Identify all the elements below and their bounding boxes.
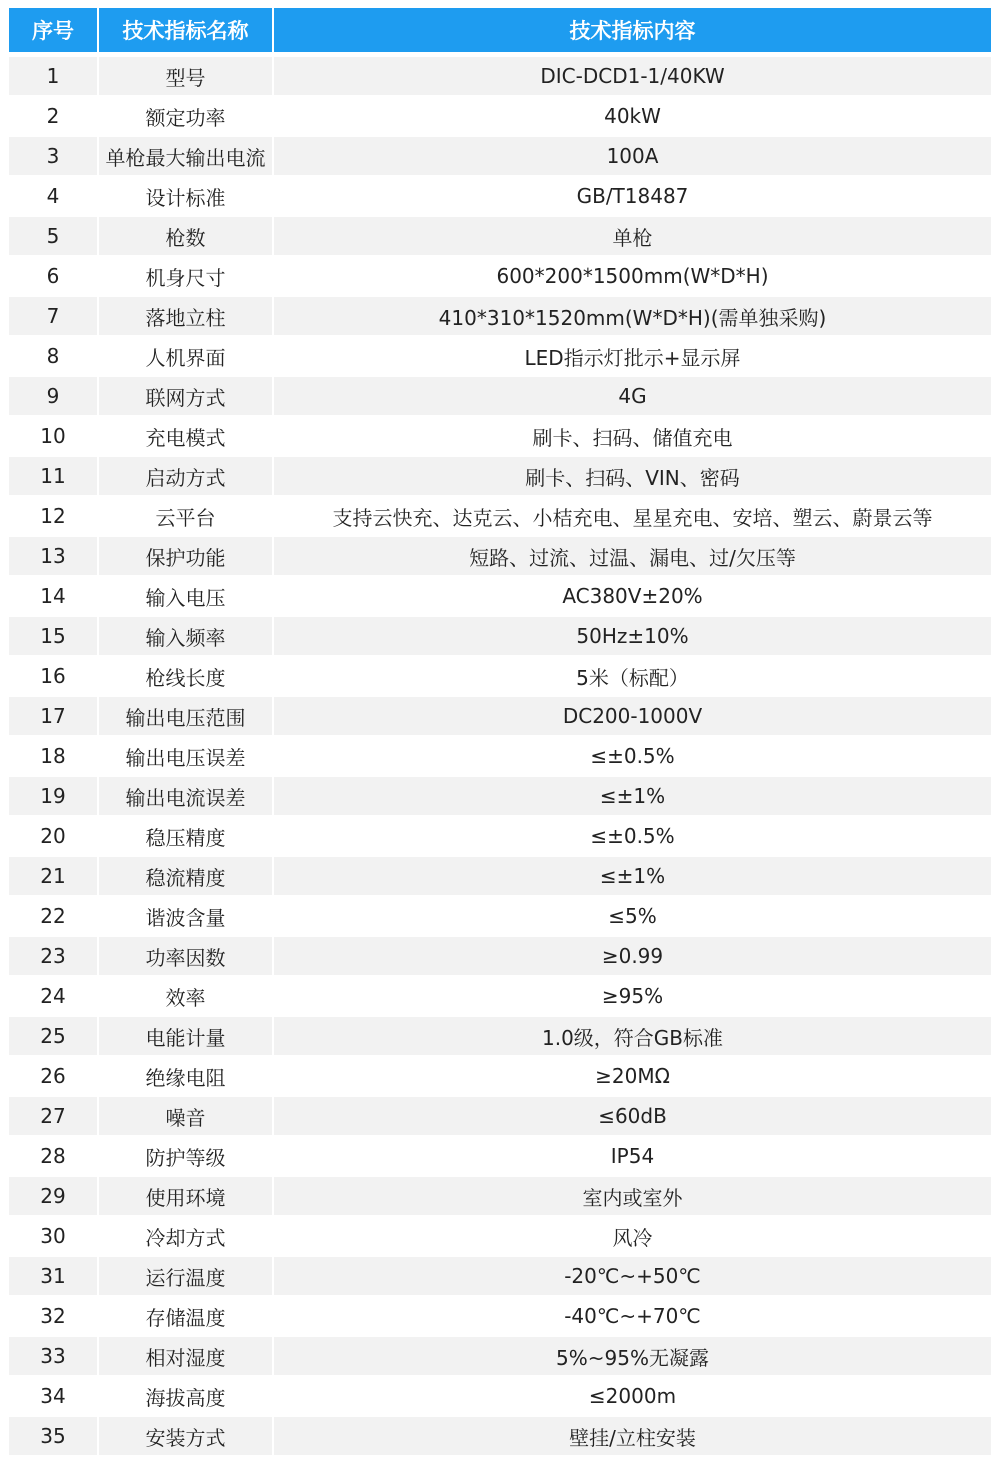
table-row xyxy=(9,1135,991,1175)
cell-index: 31 xyxy=(9,1255,99,1295)
cell-spec-content: DIC-DCD1-1/40KW xyxy=(274,52,991,95)
cell-index: 16 xyxy=(9,655,99,695)
cell-index: 33 xyxy=(9,1335,99,1375)
cell-index: 5 xyxy=(9,215,99,255)
table-row xyxy=(9,575,991,615)
table-row xyxy=(9,295,991,335)
cell-spec-content: 40kW xyxy=(274,95,991,135)
cell-spec-name: 输入频率 xyxy=(99,615,274,655)
cell-index: 8 xyxy=(9,335,99,375)
cell-spec-name: 输出电流误差 xyxy=(99,775,274,815)
cell-spec-name: 充电模式 xyxy=(99,415,274,455)
cell-spec-name: 防护等级 xyxy=(99,1135,274,1175)
cell-spec-content: 短路、过流、过温、漏电、过/欠压等 xyxy=(274,535,991,575)
table-row xyxy=(9,975,991,1015)
table-row xyxy=(9,52,991,95)
spec-table-header xyxy=(9,8,991,52)
table-row xyxy=(9,1415,991,1455)
cell-index: 35 xyxy=(9,1415,99,1455)
cell-spec-content: -40℃~+70℃ xyxy=(274,1295,991,1335)
cell-index: 14 xyxy=(9,575,99,615)
cell-spec-content: 室内或室外 xyxy=(274,1175,991,1215)
cell-spec-content: ≤60dB xyxy=(274,1095,991,1135)
cell-spec-content: 刷卡、扫码、VIN、密码 xyxy=(274,455,991,495)
cell-spec-content: LED指示灯批示+显示屏 xyxy=(274,335,991,375)
cell-spec-name: 输出电压误差 xyxy=(99,735,274,775)
cell-spec-content: 壁挂/立柱安装 xyxy=(274,1415,991,1455)
cell-spec-name: 稳压精度 xyxy=(99,815,274,855)
table-row xyxy=(9,655,991,695)
cell-index: 2 xyxy=(9,95,99,135)
cell-spec-name: 绝缘电阻 xyxy=(99,1055,274,1095)
table-row xyxy=(9,255,991,295)
cell-spec-name: 相对湿度 xyxy=(99,1335,274,1375)
cell-index: 9 xyxy=(9,375,99,415)
table-row xyxy=(9,735,991,775)
cell-spec-content: ≤±1% xyxy=(274,775,991,815)
cell-spec-content: AC380V±20% xyxy=(274,575,991,615)
table-row xyxy=(9,775,991,815)
cell-index: 22 xyxy=(9,895,99,935)
cell-spec-name: 电能计量 xyxy=(99,1015,274,1055)
cell-spec-name: 噪音 xyxy=(99,1095,274,1135)
cell-spec-name: 人机界面 xyxy=(99,335,274,375)
cell-spec-content: ≤5% xyxy=(274,895,991,935)
cell-spec-content: ≥0.99 xyxy=(274,935,991,975)
table-row xyxy=(9,1055,991,1095)
header-index: 序号 xyxy=(9,8,99,52)
cell-spec-name: 运行温度 xyxy=(99,1255,274,1295)
cell-spec-name: 输入电压 xyxy=(99,575,274,615)
cell-index: 11 xyxy=(9,455,99,495)
table-row xyxy=(9,1095,991,1135)
cell-spec-content: GB/T18487 xyxy=(274,175,991,215)
cell-spec-name: 额定功率 xyxy=(99,95,274,135)
table-row xyxy=(9,1255,991,1295)
cell-spec-content: 100A xyxy=(274,135,991,175)
cell-spec-name: 存储温度 xyxy=(99,1295,274,1335)
table-row xyxy=(9,1375,991,1415)
table-row xyxy=(9,855,991,895)
cell-spec-name: 落地立柱 xyxy=(99,295,274,335)
cell-index: 4 xyxy=(9,175,99,215)
table-row xyxy=(9,95,991,135)
cell-spec-name: 联网方式 xyxy=(99,375,274,415)
cell-spec-content: 600*200*1500mm(W*D*H) xyxy=(274,255,991,295)
cell-spec-content: 单枪 xyxy=(274,215,991,255)
cell-spec-content: IP54 xyxy=(274,1135,991,1175)
cell-index: 3 xyxy=(9,135,99,175)
cell-spec-name: 功率因数 xyxy=(99,935,274,975)
cell-spec-content: ≤±0.5% xyxy=(274,815,991,855)
table-row xyxy=(9,215,991,255)
cell-spec-name: 型号 xyxy=(99,52,274,95)
table-row xyxy=(9,175,991,215)
cell-index: 32 xyxy=(9,1295,99,1335)
cell-index: 10 xyxy=(9,415,99,455)
cell-spec-name: 设计标准 xyxy=(99,175,274,215)
cell-spec-name: 海拔高度 xyxy=(99,1375,274,1415)
cell-index: 15 xyxy=(9,615,99,655)
table-row xyxy=(9,535,991,575)
cell-spec-content: ≤±0.5% xyxy=(274,735,991,775)
spec-table-body xyxy=(9,52,991,1455)
cell-index: 6 xyxy=(9,255,99,295)
table-row xyxy=(9,695,991,735)
cell-index: 27 xyxy=(9,1095,99,1135)
cell-index: 26 xyxy=(9,1055,99,1095)
cell-spec-content: 5%~95%无凝露 xyxy=(274,1335,991,1375)
cell-spec-content: 风冷 xyxy=(274,1215,991,1255)
cell-index: 7 xyxy=(9,295,99,335)
table-row xyxy=(9,935,991,975)
cell-index: 1 xyxy=(9,52,99,95)
cell-spec-content: DC200-1000V xyxy=(274,695,991,735)
cell-spec-content: -20℃~+50℃ xyxy=(274,1255,991,1295)
header-row xyxy=(9,8,991,52)
table-row xyxy=(9,1335,991,1375)
cell-index: 18 xyxy=(9,735,99,775)
cell-spec-name: 枪线长度 xyxy=(99,655,274,695)
cell-index: 12 xyxy=(9,495,99,535)
header-spec-name: 技术指标名称 xyxy=(99,8,274,52)
spec-table xyxy=(9,8,991,1455)
cell-spec-content: ≤2000m xyxy=(274,1375,991,1415)
cell-spec-name: 保护功能 xyxy=(99,535,274,575)
cell-spec-name: 枪数 xyxy=(99,215,274,255)
cell-index: 30 xyxy=(9,1215,99,1255)
table-row xyxy=(9,135,991,175)
spec-table-container xyxy=(9,8,991,1455)
cell-spec-name: 冷却方式 xyxy=(99,1215,274,1255)
cell-spec-name: 启动方式 xyxy=(99,455,274,495)
cell-spec-content: 50Hz±10% xyxy=(274,615,991,655)
cell-spec-content: 5米（标配） xyxy=(274,655,991,695)
cell-spec-content: ≥95% xyxy=(274,975,991,1015)
cell-index: 17 xyxy=(9,695,99,735)
cell-spec-name: 谐波含量 xyxy=(99,895,274,935)
cell-spec-name: 云平台 xyxy=(99,495,274,535)
table-row xyxy=(9,895,991,935)
table-row xyxy=(9,1215,991,1255)
table-row xyxy=(9,1015,991,1055)
table-row xyxy=(9,335,991,375)
cell-index: 20 xyxy=(9,815,99,855)
cell-index: 24 xyxy=(9,975,99,1015)
table-row xyxy=(9,415,991,455)
cell-spec-name: 安装方式 xyxy=(99,1415,274,1455)
cell-spec-name: 输出电压范围 xyxy=(99,695,274,735)
cell-index: 13 xyxy=(9,535,99,575)
cell-spec-name: 稳流精度 xyxy=(99,855,274,895)
cell-index: 28 xyxy=(9,1135,99,1175)
cell-spec-content: 刷卡、扫码、储值充电 xyxy=(274,415,991,455)
cell-index: 34 xyxy=(9,1375,99,1415)
table-row xyxy=(9,1295,991,1335)
cell-spec-name: 使用环境 xyxy=(99,1175,274,1215)
table-row xyxy=(9,815,991,855)
table-row xyxy=(9,375,991,415)
header-spec-content: 技术指标内容 xyxy=(274,8,991,52)
cell-index: 19 xyxy=(9,775,99,815)
cell-spec-content: 1.0级，符合GB标准 xyxy=(274,1015,991,1055)
cell-spec-name: 单枪最大输出电流 xyxy=(99,135,274,175)
cell-index: 25 xyxy=(9,1015,99,1055)
cell-index: 29 xyxy=(9,1175,99,1215)
cell-spec-content: 410*310*1520mm(W*D*H)(需单独采购) xyxy=(274,295,991,335)
cell-spec-name: 机身尺寸 xyxy=(99,255,274,295)
cell-spec-content: 4G xyxy=(274,375,991,415)
cell-spec-content: ≤±1% xyxy=(274,855,991,895)
table-row xyxy=(9,495,991,535)
cell-index: 23 xyxy=(9,935,99,975)
table-row xyxy=(9,455,991,495)
cell-index: 21 xyxy=(9,855,99,895)
cell-spec-name: 效率 xyxy=(99,975,274,1015)
cell-spec-content: 支持云快充、达克云、小桔充电、星星充电、安培、塑云、蔚景云等 xyxy=(274,495,991,535)
table-row xyxy=(9,1175,991,1215)
cell-spec-content: ≥20MΩ xyxy=(274,1055,991,1095)
table-row xyxy=(9,615,991,655)
